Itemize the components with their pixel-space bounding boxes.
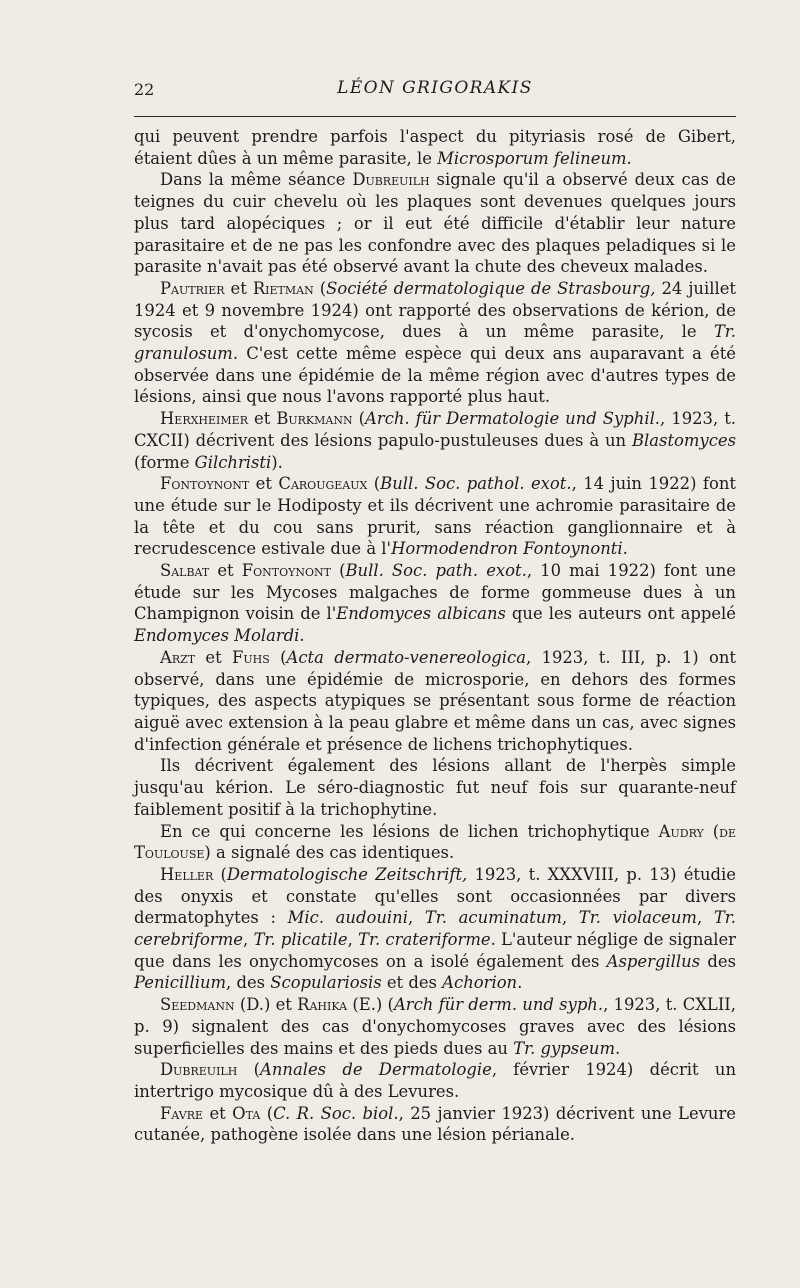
paragraph: Dans la même séance Dubreuilh signale qu'il a observé deux cas de teignes du cuir chevelu où les plaques sont devenues quelques jours plus tard alopéciques ; or il eut été difficile d'établir leur nature parasitaire et de ne pas les confondre avec des plaques peladiques si le parasite n'avait pas été observé avant la chute des cheveux malades. [134, 170, 736, 277]
author-name: Audry (de Toulouse) [134, 821, 737, 863]
author-name: Rietman [252, 278, 314, 298]
paragraph: Fontoynont et Carougeaux (Bull. Soc. pathol. exot., 14 juin 1922) font une étude sur le Hodiposty et ils décrivent une achromie parasitaire de la tête et du cou sans prurit, sans réaction ganglionnaire et à recrudescence estivale due à l'Hormodendron Fontoynonti. [134, 474, 736, 559]
author-name: Arzt [160, 647, 196, 667]
author-name: Fontoynont [160, 474, 250, 494]
author-name: Herxheimer [160, 409, 248, 429]
author-name: Dubreuilh [160, 1060, 238, 1080]
author-name: Pautrier [160, 278, 225, 298]
author-name: Seedmann [160, 995, 235, 1015]
paragraph: Salbat et Fontoynont (Bull. Soc. path. exot., 10 mai 1922) font une étude sur les Mycoses malgaches de forme gommeuse dues à un Champignon voisin de l'Endomyces albicans que les auteurs ont appelé Endomyces Molardi. [134, 561, 736, 646]
running-head: LÉON GRIGORAKIS [337, 78, 533, 98]
author-name: Salbat [160, 561, 210, 581]
author-name: Heller [160, 864, 214, 884]
paragraph: Seedmann (D.) et Rahika (E.) (Arch für derm. und syph., 1923, t. CXLII, p. 9) signalent des cas d'onychomycoses graves avec des lésions superficielles des mains et des pieds dues au Tr. gypseum. [134, 995, 736, 1058]
paragraph: Herxheimer et Burkmann (Arch. für Dermatologie und Syphil., 1923, t. CXCII) décrivent des lésions papulo-pustuleuses dues à un Blastomyces (forme Gilchristi). [134, 409, 737, 472]
paragraph: Dubreuilh (Annales de Dermatologie, février 1924) décrit un intertrigo mycosique dû à des Levures. [134, 1060, 736, 1101]
paragraph: Heller (Dermatologische Zeitschrift, 1923, t. XXXVIII, p. 13) étudie des onyxis et constate qu'elles sont occasionnées par divers dermatophytes : Mic. audouini, Tr. acuminatum, Tr. violaceum, Tr. cerebriforme, Tr. plicatile, Tr. crateriforme. L'auteur néglige de signaler que dans les onychomycoses on a isolé également des Aspergillus des Penicillium, des Scopulariosis et des Achorion. [134, 864, 737, 993]
paragraph: Ils décrivent également des lésions allant de l'herpès simple jusqu'au kérion. Le séro-diagnostic fut neuf fois sur quarante-neuf faiblement positif à la trichophytine. [134, 756, 736, 819]
body-text [134, 126, 736, 1146]
header-rule [134, 116, 736, 117]
author-name: Fontoynont [241, 561, 331, 581]
page-number: 22 [134, 80, 155, 99]
author-name: Dubreuilh [352, 170, 430, 190]
paragraph: Favre et Ota (C. R. Soc. biol., 25 janvier 1923) décrivent une Levure cutanée, pathogène isolée dans une lésion périanale. [134, 1103, 736, 1145]
author-name: Burkmann [276, 409, 353, 429]
author-name: Favre [160, 1103, 204, 1123]
author-name: Fuhs [232, 647, 270, 667]
paragraph: En ce qui concerne les lésions de lichen trichophytique Audry (de Toulouse) a signalé des cas identiques. [134, 821, 737, 863]
paragraph: qui peuvent prendre parfois l'aspect du pityriasis rosé de Gibert, étaient dûes à un même parasite, le Microsporum felineum. [134, 127, 736, 168]
author-name: Carougeaux [278, 474, 368, 494]
paragraph: Arzt et Fuhs (Acta dermato-venereologica, 1923, t. III, p. 1) ont observé, dans une épidémie de microsporie, en dehors des formes typiques, des aspects atypiques se présentant sous forme de réaction aiguë avec extension à la peau glabre et même dans un cas, avec signes d'infection générale et présence de lichens trichophytiques. [134, 647, 736, 754]
page-header [134, 78, 736, 102]
paragraph: Pautrier et Rietman (Société dermatologique de Strasbourg, 24 juillet 1924 et 9 novembre 1924) ont rapporté des observations de kérion, de sycosis et d'onychomycose, dues à un même parasite, le Tr. granulosum. C'est cette même espèce qui deux ans auparavant a été observée dans une épidémie de la même région avec d'autres types de lésions, ainsi que nous l'avons rapporté plus haut. [134, 278, 736, 407]
author-name: Rahika [297, 995, 348, 1015]
author-name: Ota [232, 1103, 261, 1123]
